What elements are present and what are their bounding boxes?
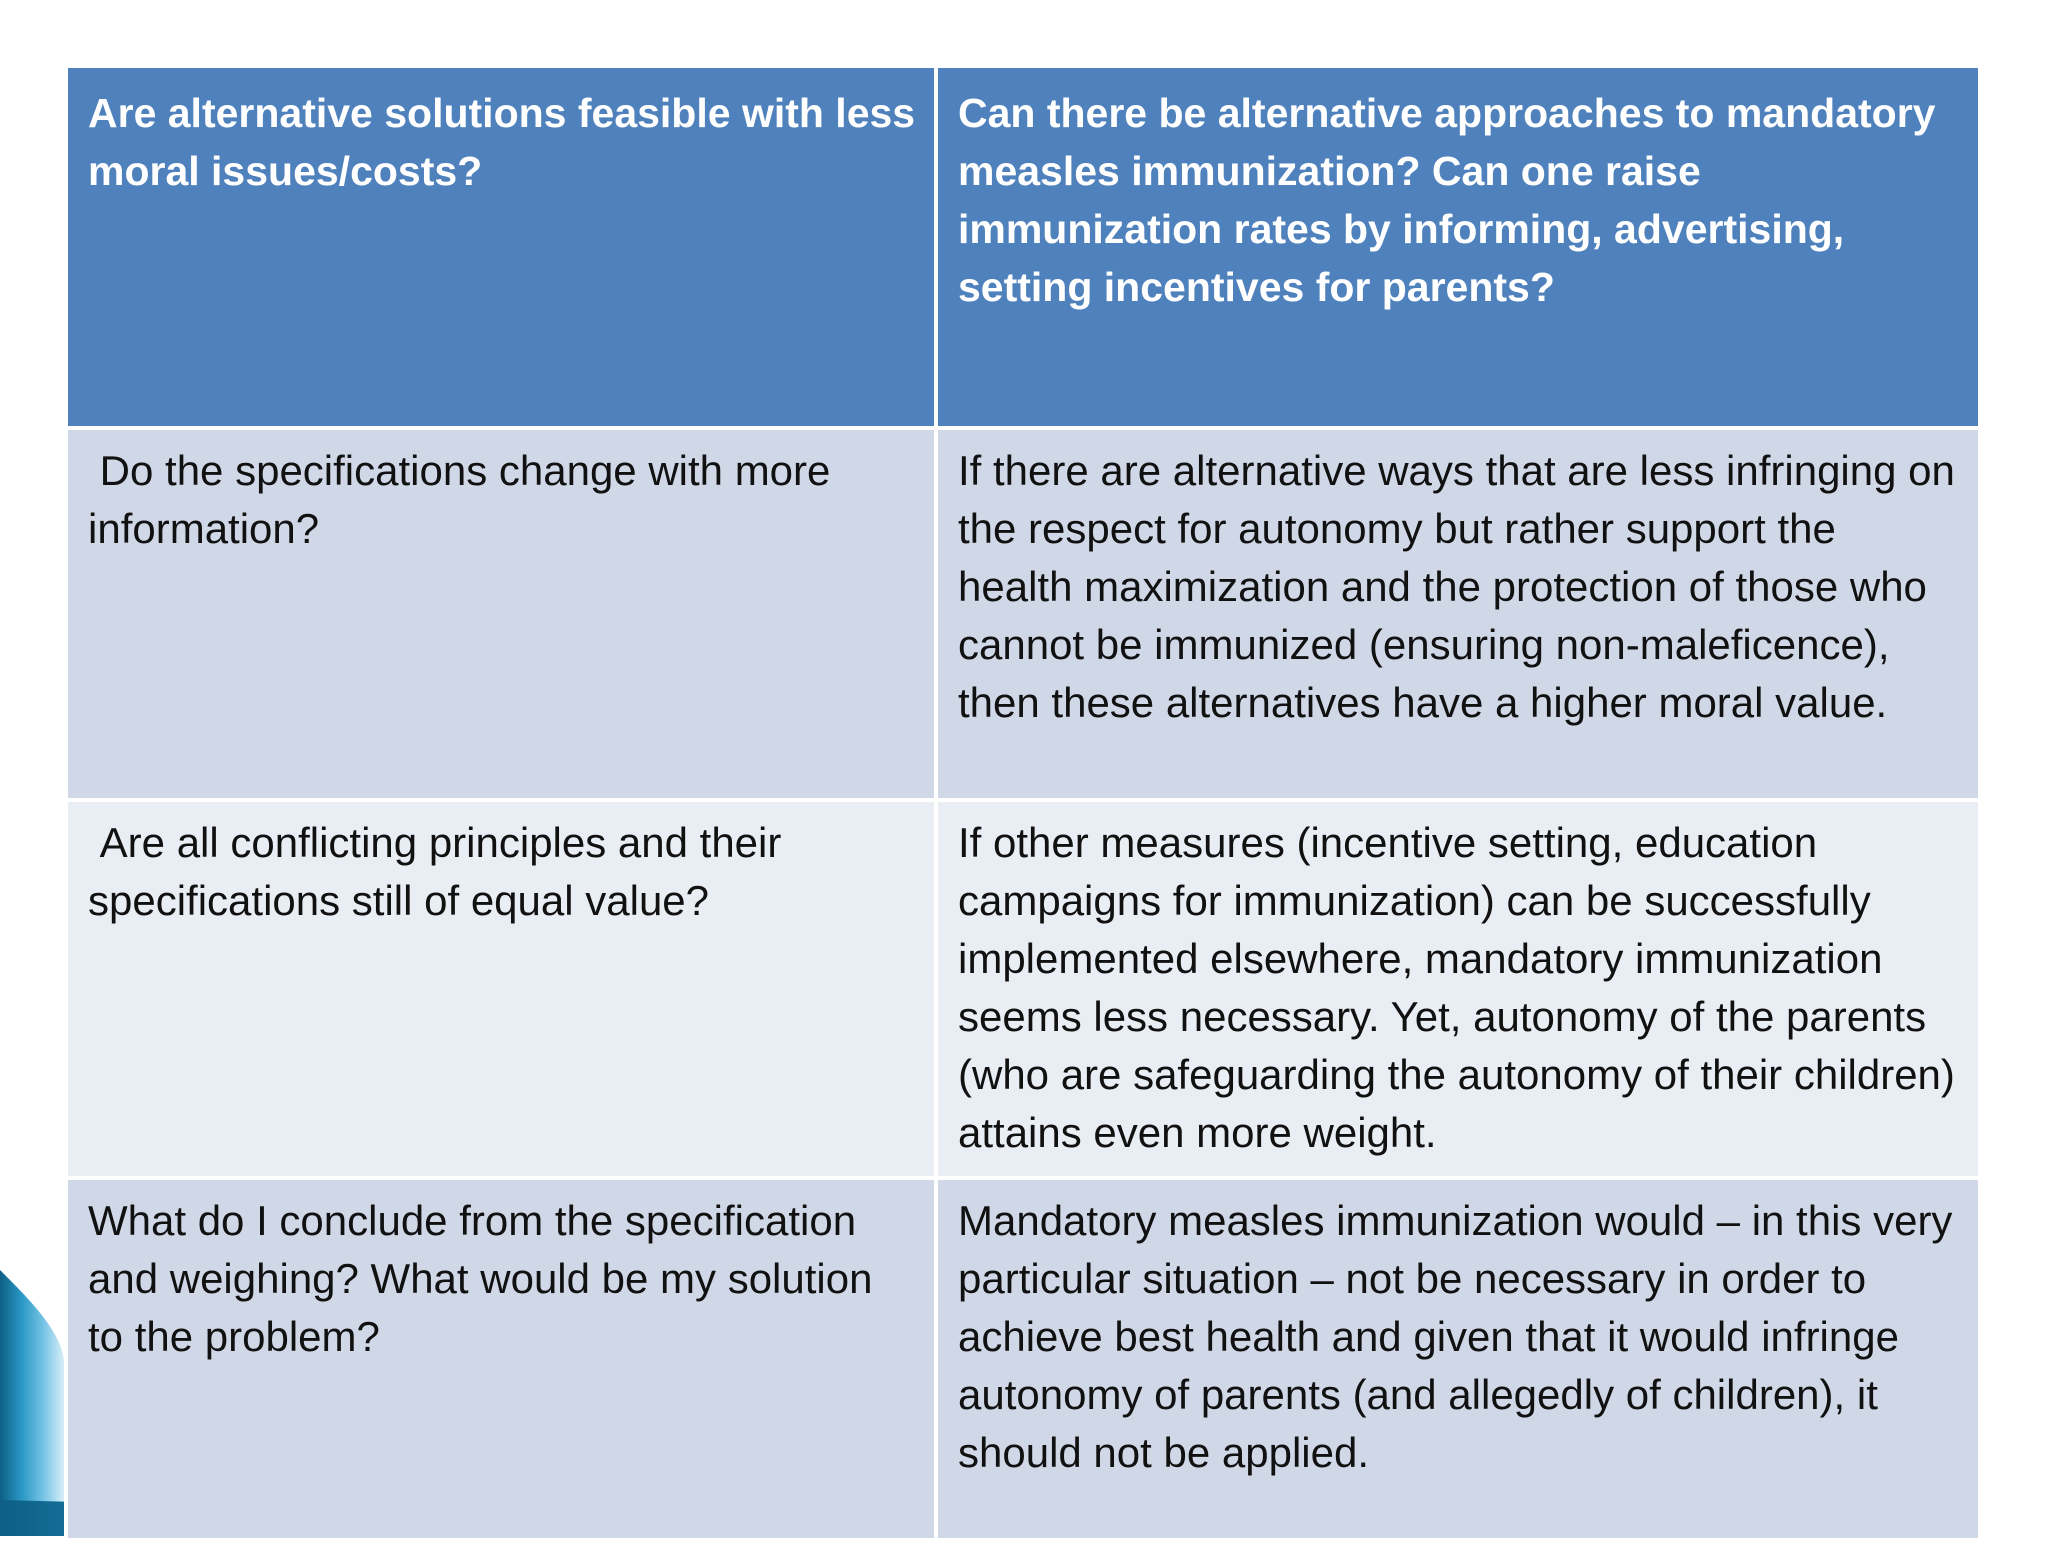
- row-question-cell: What do I conclude from the specification and weighing? What would be my solution to the problem?: [66, 1178, 936, 1540]
- table-header-row: [66, 66, 1980, 428]
- row-answer-cell: Mandatory measles immunization would – in this very particular situation – not be necessary in order to achieve best health and given that it would infringe autonomy of parents (and allegedly of children), it should not be applied.: [936, 1178, 1980, 1540]
- table-row: [66, 428, 1980, 800]
- header-answer-cell: Can there be alternative approaches to mandatory measles immunization? Can one raise immunization rates by informing, advertising, setting incentives for parents?: [936, 66, 1980, 428]
- table-row: [66, 800, 1980, 1178]
- table-row: [66, 1178, 1980, 1540]
- row-question-cell: Do the specifications change with more information?: [66, 428, 936, 800]
- ethics-analysis-table: [64, 64, 1982, 1542]
- row-answer-cell: If there are alternative ways that are less infringing on the respect for autonomy but rather support the health maximization and the protection of those who cannot be immunized (ensuring non-maleficence), then these alternatives have a higher moral value.: [936, 428, 1980, 800]
- row-answer-cell: If other measures (incentive setting, education campaigns for immunization) can be successfully implemented elsewhere, mandatory immunization seems less necessary. Yet, autonomy of the parents (who are safeguarding the autonomy of their children) attains even more weight.: [936, 800, 1980, 1178]
- row-question-cell: Are all conflicting principles and their specifications still of equal value?: [66, 800, 936, 1178]
- header-question-cell: Are alternative solutions feasible with less moral issues/costs?: [66, 66, 936, 428]
